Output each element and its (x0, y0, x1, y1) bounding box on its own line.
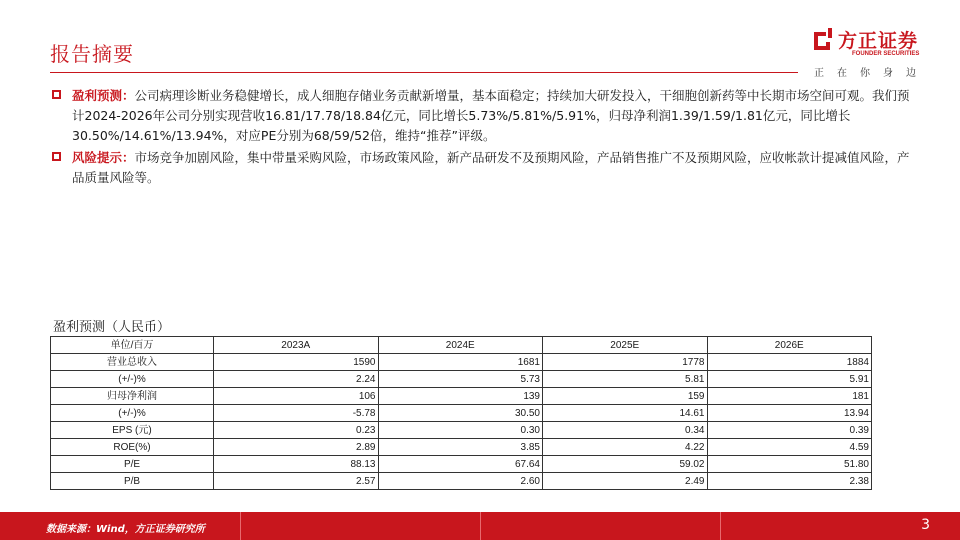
table-cell: 0.34 (543, 422, 708, 439)
bullet-lead: 风险提示： (72, 150, 135, 165)
column-header: 2024E (378, 337, 543, 354)
table-cell: 0.23 (214, 422, 379, 439)
column-header: 2025E (543, 337, 708, 354)
logo-slogan: 正在你身边 (814, 68, 929, 79)
footer-bar (0, 512, 960, 540)
row-label: 营业总收入 (51, 354, 214, 371)
row-label: P/B (51, 473, 214, 490)
bullet-risk-warning (52, 148, 922, 188)
earnings-forecast-table (50, 336, 872, 490)
table-cell: 2.57 (214, 473, 379, 490)
table-header-row (51, 337, 872, 354)
table-cell: 159 (543, 388, 708, 405)
bullet-square-icon (52, 152, 61, 161)
bullet-earnings-forecast (52, 86, 922, 146)
table-caption: 盈利预测（人民币） (53, 320, 171, 335)
table-cell: 13.94 (707, 405, 872, 422)
page-number: 3 (921, 517, 930, 533)
table-cell: 106 (214, 388, 379, 405)
column-header: 2026E (707, 337, 872, 354)
founder-logo-icon (812, 28, 832, 50)
table-row (51, 405, 872, 422)
title-divider (50, 72, 798, 73)
bullet-lead: 盈利预测： (72, 88, 135, 103)
row-label: 归母净利润 (51, 388, 214, 405)
column-header: 2023A (214, 337, 379, 354)
table-cell: 4.59 (707, 439, 872, 456)
footer-divider (240, 512, 241, 540)
row-label: ROE(%) (51, 439, 214, 456)
table-cell: 67.64 (378, 456, 543, 473)
table-cell: 2.49 (543, 473, 708, 490)
table-cell: 2.38 (707, 473, 872, 490)
table-row (51, 388, 872, 405)
table-cell: 51.80 (707, 456, 872, 473)
table-cell: 0.39 (707, 422, 872, 439)
table-row (51, 371, 872, 388)
table-cell: 30.50 (378, 405, 543, 422)
table-cell: 139 (378, 388, 543, 405)
table-cell: 5.91 (707, 371, 872, 388)
table-cell: 2.60 (378, 473, 543, 490)
table-cell: 0.30 (378, 422, 543, 439)
row-label: EPS (元) (51, 422, 214, 439)
table-row (51, 456, 872, 473)
table-row (51, 354, 872, 371)
table-cell: 1778 (543, 354, 708, 371)
table-row (51, 422, 872, 439)
table-cell: 5.81 (543, 371, 708, 388)
table-cell: 4.22 (543, 439, 708, 456)
table-cell: 59.02 (543, 456, 708, 473)
summary-bullets (52, 86, 922, 190)
table-cell: 1884 (707, 354, 872, 371)
table-row (51, 439, 872, 456)
bullet-text: 市场竞争加剧风险，集中带量采购风险，市场政策风险，新产品研发不及预期风险，产品销售推广不及预期风险，应收帐款计提减值风险，产品质量风险等。 (72, 150, 910, 185)
table-cell: -5.78 (214, 405, 379, 422)
table-cell: 3.85 (378, 439, 543, 456)
table-cell: 88.13 (214, 456, 379, 473)
row-label: P/E (51, 456, 214, 473)
table-cell: 1681 (378, 354, 543, 371)
row-label: (+/-)% (51, 371, 214, 388)
table-cell: 181 (707, 388, 872, 405)
row-label: (+/-)% (51, 405, 214, 422)
table-cell: 1590 (214, 354, 379, 371)
bullet-square-icon (52, 90, 61, 99)
page-title: 报告摘要 (50, 42, 134, 66)
logo-name-en: FOUNDER SECURITIES (852, 51, 920, 57)
company-logo (812, 26, 932, 78)
logo-name-cn: 方正证券 (838, 30, 919, 52)
footer-divider (720, 512, 721, 540)
bullet-text: 公司病理诊断业务稳健增长，成人细胞存储业务贡献新增量，基本面稳定；持续加大研发投入，干细胞创新药等中长期市场空间可观。我们预计2024-2026年公司分别实现营收16.81/17.78/18.84亿元，同比增长5.73%/5.81%/5.91%，归母净利润1.39/1.59/1.81亿元，同比增长30.50%/14.61%/13.94%，对应PE分别为68/59/52倍，维持“推荐”评级。 (72, 88, 910, 143)
table-row (51, 473, 872, 490)
table-cell: 5.73 (378, 371, 543, 388)
data-source-note: 数据来源：Wind，方正证券研究所 (46, 524, 205, 535)
table-cell: 2.24 (214, 371, 379, 388)
footer-divider (480, 512, 481, 540)
table-cell: 14.61 (543, 405, 708, 422)
table-cell: 2.89 (214, 439, 379, 456)
column-header: 单位/百万 (51, 337, 214, 354)
